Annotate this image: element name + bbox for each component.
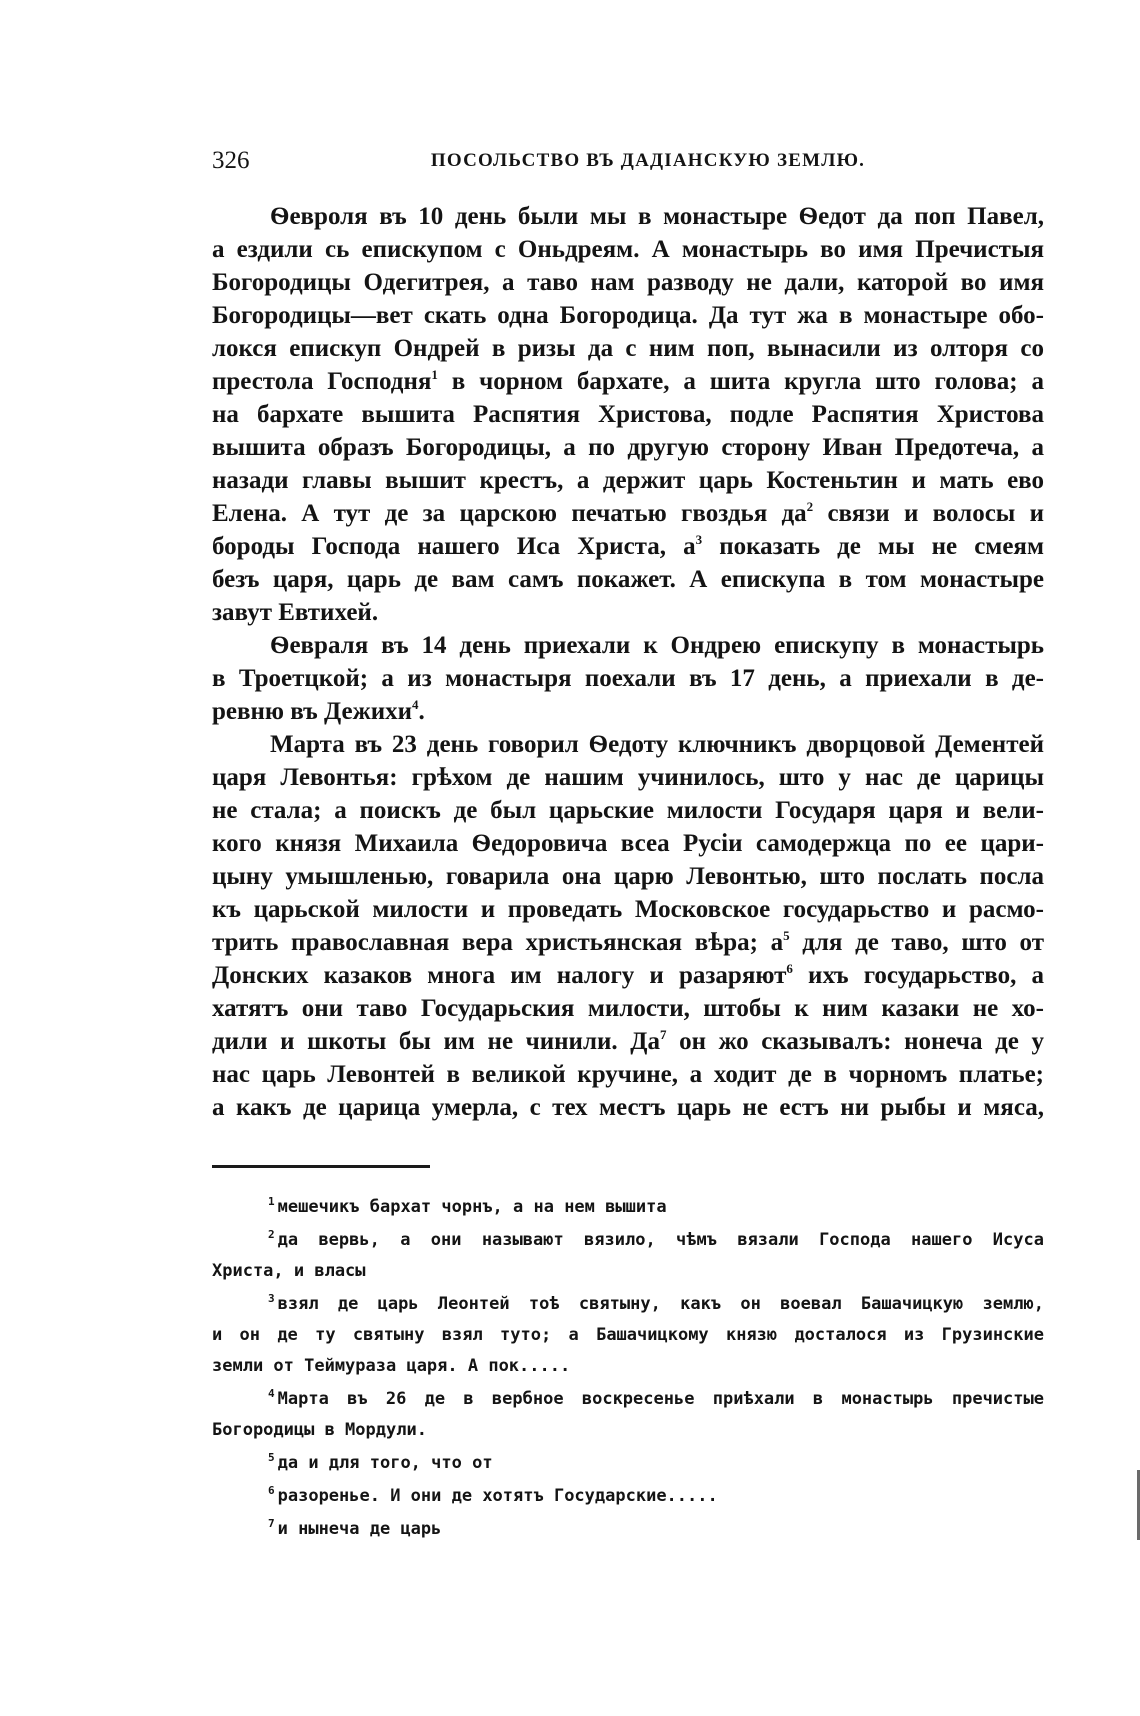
text-line <box>212 233 1044 266</box>
footnote-line <box>212 1225 1044 1256</box>
footnote-reference: 4 <box>412 697 419 712</box>
footnote <box>212 1514 1044 1545</box>
text-line-content: вышита образъ Богородицы, а по другую сторону Иван Предотеча, а <box>212 434 1044 461</box>
text-line-content: къ царьской милости и проведать Московское государьство и расмо- <box>212 896 1044 923</box>
text-line-continuation: в чорном бархате, а шита кругла што голова; а <box>437 368 1044 395</box>
text-line-content: безъ царя, царь де вам самъ покажет. А епискупа в том монастыре <box>212 566 1044 593</box>
text-line-content: Елена. А тут де за царскою печатью гвоздья да <box>212 500 807 527</box>
text-line <box>212 629 1044 662</box>
footnote-reference: 5 <box>783 928 790 943</box>
footnote-reference: 3 <box>695 532 703 547</box>
text-line-content: бороды Господа нашего Иса Христа, а <box>212 533 696 560</box>
footnote <box>212 1481 1044 1512</box>
text-line <box>212 893 1044 926</box>
footnote-marker: 7 <box>268 1517 275 1530</box>
text-line-continuation: ихъ государьство, а <box>792 962 1044 989</box>
main-text <box>212 200 1044 1124</box>
footnote-text: да вервь, а они называют вязило, чѣмъ вязали Господа нашего Исуса <box>277 1230 1044 1250</box>
footnote <box>212 1225 1044 1287</box>
footnote-text: да и для того, что от <box>277 1453 493 1473</box>
footnote-text: Марта въ 26 де в вербное воскресенье приѣхали в монастырь пречистые <box>277 1389 1044 1409</box>
page-header <box>212 146 1044 182</box>
text-line-content: Ѳевраля въ 14 день приехали к Ондрею епискупу в монастырь <box>270 632 1044 659</box>
footnote-marker: 3 <box>268 1292 275 1305</box>
text-line-content: нас царь Левонтей в великой кручине, а ходит де в чорномъ платье; <box>212 1061 1044 1088</box>
text-line <box>212 1025 1044 1058</box>
footnote-marker: 6 <box>268 1484 275 1497</box>
footnote-text: Богородицы в Мордули. <box>212 1420 427 1440</box>
footnote-marker: 2 <box>268 1228 275 1241</box>
footnote <box>212 1384 1044 1446</box>
text-line-content: завут Евтихей. <box>212 599 379 626</box>
text-line <box>212 431 1044 464</box>
page-number: 326 <box>212 147 250 174</box>
footnote <box>212 1289 1044 1382</box>
text-line-content: локся епискуп Ондрей в ризы да с ним поп, вынасили из олторя со <box>212 335 1044 362</box>
text-line-content: назади главы вышит крестъ, а держит царь Костеньтин и мать ево <box>212 467 1044 494</box>
footnote-line <box>212 1514 1044 1545</box>
text-line-content: престола Господня <box>212 368 432 395</box>
footnotes <box>212 1192 1044 1547</box>
text-line <box>212 959 1044 992</box>
text-line-content: а какъ де царица умерла, с тех местъ царь не естъ ни рыбы и мяса, <box>212 1094 1044 1121</box>
text-line-content: Донских казаков многа им налогу и разаряют <box>212 962 787 989</box>
footnote-line <box>212 1448 1044 1479</box>
text-line-content: Марта въ 23 день говорил Ѳедоту ключникъ дворцовой Дементей <box>270 731 1044 758</box>
text-line <box>212 365 1044 398</box>
text-line <box>212 200 1044 233</box>
footnote-line <box>212 1351 1044 1382</box>
text-line <box>212 464 1044 497</box>
text-line <box>212 266 1044 299</box>
footnote-reference: 2 <box>806 499 814 514</box>
footnote <box>212 1192 1044 1223</box>
footnote-line <box>212 1384 1044 1415</box>
text-line-content: дили и шкоты бы им не чинили. Да <box>212 1028 660 1055</box>
footnote-spacer <box>212 1545 1044 1547</box>
text-line-continuation: показать де мы не смеям <box>702 533 1044 560</box>
text-line-continuation: связи и волосы и <box>813 500 1044 527</box>
text-line-continuation: . <box>418 698 425 725</box>
footnote-line <box>212 1320 1044 1351</box>
text-line-content: не стала; а поискъ де был царьские милости Государя царя и вели- <box>212 797 1044 824</box>
text-line <box>212 530 1044 563</box>
footnote-text: и он де ту святыну взял туто; а Башачицкому князю досталося из Грузинские <box>212 1325 1044 1345</box>
footnote-separator <box>212 1165 430 1168</box>
footnote-text: взял де царь Леонтей тоѣ святыну, какъ он воевал Башачицкую землю, <box>277 1294 1044 1314</box>
text-line-content: на бархате вышита Распятия Христова, подле Распятия Христова <box>212 401 1044 428</box>
text-line-content: Богородицы—вет скать одна Богородица. Да тут жа в монастыре обо- <box>212 302 1044 329</box>
text-line <box>212 596 1044 629</box>
text-line <box>212 332 1044 365</box>
text-line <box>212 992 1044 1025</box>
footnote-reference: 7 <box>659 1027 667 1042</box>
text-line-content: а ездили сь епискупом с Оньдреям. А монастырь во имя Пречистыя <box>212 236 1044 263</box>
footnote-line <box>212 1289 1044 1320</box>
text-line <box>212 794 1044 827</box>
footnote-marker: 1 <box>268 1195 275 1208</box>
footnote-marker: 4 <box>268 1387 275 1400</box>
text-line <box>212 563 1044 596</box>
text-line-content: в Троетцкой; а из монастыря поехали въ 17 день, а приехали в де- <box>212 665 1044 692</box>
footnote-reference: 1 <box>431 367 438 382</box>
footnote-reference: 6 <box>786 961 793 976</box>
text-line-content: трить православная вера христьянская вѣра; а <box>212 929 784 956</box>
text-line <box>212 1091 1044 1124</box>
text-line <box>212 497 1044 530</box>
text-line <box>212 926 1044 959</box>
footnote-text: мешечикъ бархат чорнъ, а на нем вышита <box>277 1197 667 1217</box>
footnote <box>212 1448 1044 1479</box>
footnote-text: Христа, и власы <box>212 1261 366 1281</box>
text-line-content: кого князя Михаила Ѳедоровича всеа Русіи самодержца по ее цари- <box>212 830 1044 857</box>
text-line <box>212 728 1044 761</box>
text-line-continuation: он жо сказывалъ: нонеча де у <box>666 1028 1044 1055</box>
text-line <box>212 1058 1044 1091</box>
footnote-text: земли от Теймураза царя. А пок..... <box>212 1356 571 1376</box>
text-line <box>212 662 1044 695</box>
footnote-line <box>212 1481 1044 1512</box>
text-line <box>212 398 1044 431</box>
text-line-content: ревню въ Дежихи <box>212 698 412 725</box>
text-line-content: цыну умышленью, говарила она царю Левонтью, што послать посла <box>212 863 1044 890</box>
footnote-text: разоренье. И они де хотятъ Государские..... <box>277 1486 718 1506</box>
footnote-text: и нынеча де царь <box>277 1519 442 1539</box>
text-line-continuation: для де таво, што от <box>789 929 1044 956</box>
text-line <box>212 761 1044 794</box>
running-title: ПОСОЛЬСТВО ВЪ ДАДІАНСКУЮ ЗЕМЛЮ. <box>430 150 866 171</box>
footnote-line <box>212 1192 1044 1223</box>
text-line-content: Богородицы Одегитрея, а таво нам разводу не дали, каторой во имя <box>212 269 1044 296</box>
text-line <box>212 299 1044 332</box>
footnote-marker: 5 <box>268 1451 275 1464</box>
text-line-content: хатятъ они таво Государьския милости, штобы к ним казаки не хо- <box>212 995 1044 1022</box>
footnote-line <box>212 1415 1044 1446</box>
text-line-content: Ѳевроля въ 10 день были мы в монастыре Ѳедот да поп Павел, <box>270 203 1044 230</box>
text-line-content: царя Левонтья: грѣхом де нашим учинилось, што у нас де царицы <box>212 764 1044 791</box>
text-line <box>212 860 1044 893</box>
text-line <box>212 695 1044 728</box>
text-line <box>212 827 1044 860</box>
footnote-line <box>212 1256 1044 1287</box>
